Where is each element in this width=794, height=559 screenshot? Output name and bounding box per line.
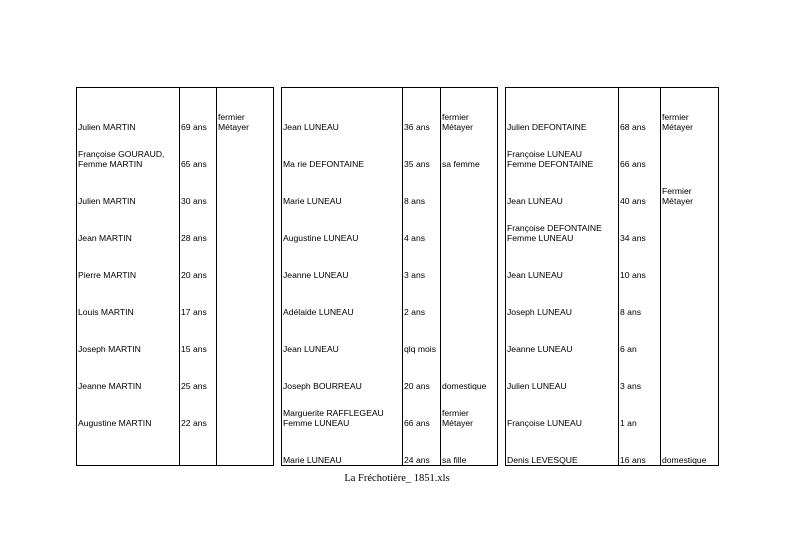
person-name-line: Marie LUNEAU <box>283 455 342 465</box>
age-cell <box>180 243 217 280</box>
person-name-line: Joseph BOURREAU <box>283 380 362 391</box>
role-cell <box>441 391 498 428</box>
age-cell <box>180 317 217 354</box>
age-value: 3 ans <box>620 380 642 391</box>
table-row <box>282 280 498 317</box>
person-name-line: Joseph LUNEAU <box>507 306 572 317</box>
table-row <box>282 243 498 280</box>
role-cell <box>661 169 719 206</box>
person-name-line: Ma rie DEFONTAINE <box>283 158 365 169</box>
age-cell <box>619 169 661 206</box>
role-cell <box>217 280 274 317</box>
person-name-line: Adélaide LUNEAU <box>283 306 354 317</box>
age-value: 15 ans <box>181 343 207 354</box>
role-cell <box>661 206 719 243</box>
census-table-1 <box>76 87 274 466</box>
person-name-cell <box>506 428 619 466</box>
table-row <box>282 317 498 354</box>
role-cell <box>217 88 274 132</box>
age-value: 69 ans <box>181 121 207 132</box>
age-value: 35 ans <box>404 158 430 169</box>
role-cell <box>441 88 498 132</box>
table-row <box>506 132 719 169</box>
table-row <box>77 169 274 206</box>
age-cell <box>403 206 441 243</box>
age-value: 30 ans <box>181 195 207 206</box>
role-cell <box>217 354 274 391</box>
age-cell <box>619 132 661 169</box>
age-cell <box>619 206 661 243</box>
age-value: 25 ans <box>181 380 207 391</box>
age-cell <box>180 206 217 243</box>
person-name-cell <box>77 243 180 280</box>
person-name-cell <box>77 88 180 132</box>
role-cell <box>661 428 719 466</box>
role-line: domestique <box>662 455 707 465</box>
person-name-line: Julien MARTIN <box>78 195 136 206</box>
table-row <box>77 391 274 428</box>
table-row <box>506 88 719 132</box>
role-cell <box>217 132 274 169</box>
person-name-cell <box>77 280 180 317</box>
age-value: 8 ans <box>404 195 426 206</box>
age-cell <box>180 88 217 132</box>
table-row <box>282 206 498 243</box>
person-name-cell <box>506 169 619 206</box>
role-cell <box>441 354 498 391</box>
role-line: Métayer <box>218 121 250 132</box>
role-line: sa fille <box>442 455 467 465</box>
age-cell <box>403 88 441 132</box>
age-cell <box>619 354 661 391</box>
role-cell <box>661 132 719 169</box>
role-line: Métayer <box>442 121 474 132</box>
person-name-cell <box>506 391 619 428</box>
age-value: 66 ans <box>620 158 646 169</box>
person-name-cell <box>506 354 619 391</box>
age-value: 65 ans <box>181 158 207 169</box>
role-cell <box>441 206 498 243</box>
person-name-cell <box>506 280 619 317</box>
table-row <box>77 280 274 317</box>
table-row <box>77 88 274 132</box>
age-cell <box>180 280 217 317</box>
person-name-line: Femme DEFONTAINE <box>507 158 594 169</box>
role-cell <box>217 206 274 243</box>
age-value: 28 ans <box>181 232 207 243</box>
role-cell <box>441 317 498 354</box>
role-cell <box>661 243 719 280</box>
role-line: fermier <box>442 111 469 122</box>
table-row <box>282 428 498 466</box>
person-name-line: Jeanne LUNEAU <box>283 269 349 280</box>
census-table-body <box>77 88 274 466</box>
person-name-line: Augustine MARTIN <box>78 417 152 428</box>
person-name-line: Jean MARTIN <box>78 232 132 243</box>
age-cell <box>403 243 441 280</box>
table-row <box>506 317 719 354</box>
age-cell <box>180 354 217 391</box>
table-row <box>77 354 274 391</box>
census-table-2 <box>281 87 498 466</box>
person-name-line: Julien DEFONTAINE <box>507 121 587 132</box>
person-name-cell <box>77 391 180 428</box>
person-name-line: Julien MARTIN <box>78 121 136 132</box>
person-name-line: Jeanne MARTIN <box>78 380 142 391</box>
census-table-3 <box>505 87 719 466</box>
person-name-cell <box>282 428 403 466</box>
table-row <box>77 206 274 243</box>
table-row <box>77 243 274 280</box>
person-name-line: Françoise DEFONTAINE <box>507 222 602 233</box>
person-name-line: Jean LUNEAU <box>507 269 563 280</box>
person-name-line: Augustine LUNEAU <box>283 232 359 243</box>
person-name-line: Jean LUNEAU <box>283 343 339 354</box>
age-cell <box>619 88 661 132</box>
role-cell <box>217 243 274 280</box>
age-cell <box>619 243 661 280</box>
census-table-body <box>282 88 498 466</box>
age-cell <box>180 428 217 466</box>
age-value: 20 ans <box>181 269 207 280</box>
age-value: 2 ans <box>404 306 426 317</box>
role-cell <box>441 243 498 280</box>
person-name-cell <box>282 280 403 317</box>
person-name-line: Julien LUNEAU <box>507 380 567 391</box>
age-value: 24 ans <box>404 455 430 465</box>
table-row <box>506 391 719 428</box>
person-name-cell <box>77 354 180 391</box>
role-line: Fermier <box>662 185 692 196</box>
person-name-cell <box>77 132 180 169</box>
age-value: qlq mois <box>404 343 436 354</box>
age-value: 1 an <box>620 417 637 428</box>
person-name-cell <box>282 206 403 243</box>
role-cell <box>661 317 719 354</box>
age-value: 34 ans <box>620 232 646 243</box>
age-value: 17 ans <box>181 306 207 317</box>
role-line: fermier <box>662 111 689 122</box>
person-name-cell <box>282 317 403 354</box>
table-row <box>506 428 719 466</box>
age-value: 40 ans <box>620 195 646 206</box>
person-name-line: Marie LUNEAU <box>283 195 342 206</box>
age-value: 4 ans <box>404 232 426 243</box>
age-value: 20 ans <box>404 380 430 391</box>
person-name-line: Françoise LUNEAU <box>507 417 582 428</box>
person-name-cell <box>506 206 619 243</box>
age-cell <box>619 428 661 466</box>
table-row <box>506 243 719 280</box>
age-value: 10 ans <box>620 269 646 280</box>
sheet-caption: La Fréchotière_ 1851.xls <box>344 473 450 484</box>
role-line: Métayer <box>662 121 694 132</box>
person-name-cell <box>506 243 619 280</box>
table-row <box>506 206 719 243</box>
person-name-line: Marguerite RAFFLEGEAU <box>283 407 384 418</box>
role-cell <box>661 354 719 391</box>
person-name-cell <box>506 317 619 354</box>
age-value: 36 ans <box>404 121 430 132</box>
role-cell <box>441 132 498 169</box>
age-value: 16 ans <box>620 455 646 465</box>
person-name-cell <box>282 391 403 428</box>
role-cell <box>217 391 274 428</box>
role-line: Métayer <box>442 417 474 428</box>
age-cell <box>403 132 441 169</box>
person-name-line: Louis MARTIN <box>78 306 134 317</box>
age-cell <box>180 132 217 169</box>
role-cell <box>661 391 719 428</box>
person-name-line: Denis LEVESQUE <box>507 455 578 465</box>
person-name-cell <box>282 88 403 132</box>
age-cell <box>403 354 441 391</box>
role-cell <box>217 169 274 206</box>
age-value: 3 ans <box>404 269 426 280</box>
table-row <box>506 280 719 317</box>
age-cell <box>403 428 441 466</box>
role-cell <box>441 280 498 317</box>
person-name-cell <box>77 206 180 243</box>
role-line: Métayer <box>662 195 694 206</box>
person-name-cell <box>282 354 403 391</box>
age-cell <box>403 169 441 206</box>
census-table-body <box>506 88 719 466</box>
person-name-line: Femme LUNEAU <box>283 417 350 428</box>
age-cell <box>619 391 661 428</box>
table-row <box>282 391 498 428</box>
person-name-line: Femme MARTIN <box>78 158 143 169</box>
person-name-line: Femme LUNEAU <box>507 232 574 243</box>
person-name-cell <box>282 243 403 280</box>
age-cell <box>180 391 217 428</box>
age-value: 8 ans <box>620 306 642 317</box>
role-line: fermier <box>442 407 469 418</box>
age-value: 6 an <box>620 343 637 354</box>
age-value: 66 ans <box>404 417 430 428</box>
table-row <box>77 132 274 169</box>
person-name-line: Joseph MARTIN <box>78 343 141 354</box>
person-name-line: Françoise LUNEAU <box>507 148 582 159</box>
person-name-cell <box>77 169 180 206</box>
role-cell <box>661 280 719 317</box>
person-name-line: Pierre MARTIN <box>78 269 137 280</box>
role-line: sa femme <box>442 158 480 169</box>
person-name-cell <box>77 317 180 354</box>
role-cell <box>217 317 274 354</box>
age-value: 22 ans <box>181 417 207 428</box>
person-name-cell <box>506 88 619 132</box>
person-name-cell <box>506 132 619 169</box>
role-line: fermier <box>218 111 245 122</box>
age-value: 68 ans <box>620 121 646 132</box>
age-cell <box>403 317 441 354</box>
age-cell <box>180 169 217 206</box>
role-line: domestique <box>442 380 487 391</box>
person-name-line: Jean LUNEAU <box>507 195 563 206</box>
table-row <box>77 428 274 466</box>
person-name-line: Françoise GOURAUD, <box>78 148 165 159</box>
role-cell <box>441 428 498 466</box>
person-name-cell <box>282 169 403 206</box>
table-row <box>506 354 719 391</box>
age-cell <box>619 280 661 317</box>
table-row <box>282 88 498 132</box>
table-row <box>282 132 498 169</box>
table-row <box>506 169 719 206</box>
role-cell <box>441 169 498 206</box>
table-row <box>282 169 498 206</box>
person-name-cell <box>282 132 403 169</box>
role-cell <box>661 88 719 132</box>
table-row <box>77 317 274 354</box>
person-name-cell <box>77 428 180 466</box>
age-cell <box>403 391 441 428</box>
age-cell <box>619 317 661 354</box>
age-cell <box>403 280 441 317</box>
person-name-line: Jeanne LUNEAU <box>507 343 573 354</box>
table-row <box>282 354 498 391</box>
role-cell <box>217 428 274 466</box>
person-name-line: Jean LUNEAU <box>283 121 339 132</box>
